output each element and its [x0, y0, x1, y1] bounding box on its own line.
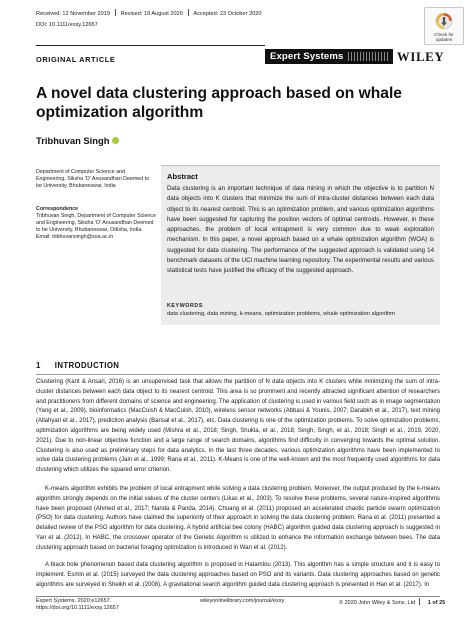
keywords: data clustering, data mining, k-means, optimization problems, whale optimization algorithm	[167, 311, 395, 317]
footer-site-link[interactable]: wileyonlinelibrary.com/journal/exsy	[200, 598, 285, 604]
abstract-heading: Abstract	[167, 172, 198, 181]
article-type: ORIGINAL ARTICLE	[36, 55, 116, 64]
footer-citation	[36, 598, 119, 613]
section-rule	[36, 374, 440, 375]
received-date: Received: 12 November 2019	[36, 11, 111, 17]
author-name[interactable]: Tribhuvan Singh	[36, 135, 110, 146]
footer-copyright: © 2020 John Wiley & Sons, Ltd	[339, 600, 416, 606]
footer-journal: Expert Systems. 2020;e12657.	[36, 598, 112, 604]
correspondence	[36, 213, 156, 241]
page-number: 1 of 25	[427, 600, 446, 606]
section-title: INTRODUCTION	[54, 361, 120, 370]
correspondence-address: Tribhuvan Singh, Department of Computer Science and Engineering, Siksha 'O' Anusandhan Deemed to be University, Bhubaneswar, Odisha, India.	[36, 213, 156, 233]
publisher-logo[interactable]: WILEY	[397, 50, 445, 64]
author	[36, 135, 119, 146]
keywords-heading: KEYWORDS	[167, 303, 203, 309]
journal-banner[interactable]	[265, 49, 393, 64]
author-affiliation: Department of Computer Science and Engineering, Siksha 'O' Anusandhan Deemed to be University, Bhubaneswar, India	[36, 169, 150, 189]
paragraph-2: K-means algorithm exhibits the problem of local entrapment while solving a data clustering problem. Moreover, the output produced by the k-means algorithm strongly depends on the initial values of the cluster centers (Likas et al., 2003). To resolve these problems, several nature-inspired algorithms have been proposed (Ahmed et al., 2017; Nanda & Panda, 2014). Chuang et al. (2011) proposed an accelerated chaotic particle swarm optimization (PSO) for data clustering. Authors have claimed the superiority of their approach in solving the data clustering problem. Rana et al. (2011) presented a detailed review of the PSO algorithm for data clustering. A hybrid artificial bee colony (HABC) algorithm guided data clustering approach is suggested in Yan et al. (2012). In HABC, the crossover operator of the Genetic Algorithm is utilized to enhance the information exchange between bees. The data clustering approach based on bacterial foraging optimization is introduced in Wan et al. (2012).	[36, 486, 440, 551]
abstract-text: Data clustering is an important technique of data mining in which the objective is to partition N data objects into K clusters that minimize the sum of intra-cluster distances between each data object to its nearest centroid. This is an optimization problem, and various optimization algorithms have been suggested for capturing the position vectors of optimal centroids. However, in these approaches, the problem of local entrapment is very common due to weak exploration mechanism. In this paper, a novel approach based on a whale optimization algorithm (WOA) is suggested for data clustering. The performance of the suggested approach is validated using 14 benchmark datasets of the UCI machine learning repository. The experimental results and various statistical tests have justified the efficacy of the suggested approach.	[167, 185, 434, 275]
footer-right	[339, 598, 445, 606]
badge-line-1: Check for	[434, 32, 454, 37]
section-number: 1	[36, 361, 41, 370]
check-for-updates-badge[interactable]	[424, 7, 464, 45]
article-dates	[36, 9, 262, 17]
banner-stripes	[348, 52, 388, 61]
accepted-date: Accepted: 23 October 2020	[193, 11, 262, 17]
correspondence-email[interactable]: Email: tribhuvansingh@soa.ac.in	[36, 233, 114, 240]
footer-rule	[36, 596, 440, 597]
section-heading	[36, 361, 119, 370]
correspondence-heading: Correspondence	[36, 206, 79, 212]
badge-line-2: updates	[435, 37, 453, 43]
footer-doi-link[interactable]: https://doi.org/10.1111/exsy.12657	[36, 605, 119, 612]
paragraph-3: A black hole phenomenon based data clustering algorithm is proposed in Hatamlou (2013). This algorithm has a simple structure and it is easy to implement. Esmin et al. (2015) surveyed the data clustering approaches based on PSO and its variants. Data clustering approaches based on genetic algorithms are surveyed in Sheikh et al. (2008). A gravitational search algorithm guided data clustering approach is presented in Han et al. (2017). In	[36, 562, 440, 588]
check-for-updates-icon	[435, 12, 453, 30]
orcid-icon[interactable]	[112, 137, 119, 144]
article-title: A novel data clustering approach based on whale optimization algorithm	[36, 85, 402, 121]
abstract-box	[161, 165, 440, 325]
revised-date: Revised: 19 August 2020	[120, 11, 183, 17]
header-rule	[36, 45, 265, 46]
journal-name: Expert Systems	[270, 51, 344, 62]
article-doi[interactable]: DOI: 10.1111/exsy.12657	[36, 22, 98, 28]
paragraph-1: Clustering (Kant & Ansari, 2016) is an unsupervised task that allows the partition of N data objects into K clusters while minimizing the sum of intra-cluster distances between each data object to its nearest centroid. This area is so prominent and recently attracted significant attention of researchers and practitioners from different domains of science and engineering. The application of clustering is used in various field such as in image segmentation (Yang et al., 2009), bioinformatics (MacCuish & MacCuish, 2010), wireless sensor networks (Abbasi & Younis, 2007; Darabkh et al., 2017), text mining (Allahyari et al., 2017), prediction analysis (Bansal et al., 2017), etc. Data clustering is one of the optimization problems. To solve optimization problems, optimization algorithms are being widely used (Mishra et al., 2018; Singh, Shukla, et al., 2018; Singh, Singh, et al., 2018; Singh et al., 2019, 2020, 2021). Due to non-linear objective function and a large range of search domains, algorithms find difficulty in converging towards the optimal solution. Clustering is also used as preliminary steps for data analytics. In the last three decades, various optimization algorithms have been implemented to solve data clustering problems (Jain et al., 1999; Rana et al., 2011). K-Means is one of the well-known and the most frequently used algorithms for data clustering which utilizes the squared error criterion.	[36, 379, 440, 474]
